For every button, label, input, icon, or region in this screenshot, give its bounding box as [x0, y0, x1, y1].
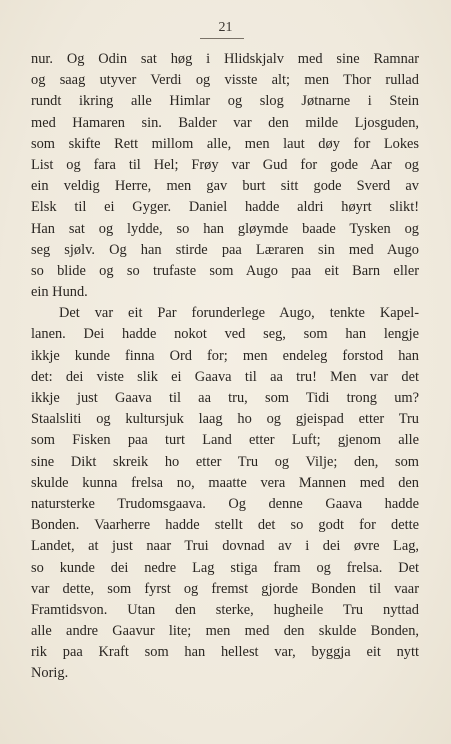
text-line: List og fara til Hel; Frøy var Gud for gode Aar og: [31, 156, 419, 173]
text-line: nur. Og Odin sat høg i Hlidskjalv med sine Ramnar: [31, 51, 419, 67]
text-line: Han sat og lydde, so han gløymde baade Tysken og: [31, 220, 419, 237]
text-line: ikkje kunde finna Ord for; men endeleg forstod han: [31, 347, 419, 364]
text-line: med Hamaren sin. Balder var den milde Ljosguden,: [31, 114, 419, 131]
text-line: so kunde dei nedre Lag stiga fram og frelsa. Det: [31, 559, 419, 576]
text-line: so blide og so trufaste som Augo paa eit Barn eller: [31, 262, 419, 279]
text-line: natursterke Trudomsgaava. Og denne Gaava hadde: [31, 495, 419, 512]
text-line: lanen. Dei hadde nokot ved seg, som han lengje: [31, 326, 419, 343]
text-line: skulde kunna frelsa no, maatte vera Mannen med den: [31, 474, 419, 491]
text-line: sine Dikt skreik ho etter Tru og Vilje; den, som: [31, 453, 419, 470]
text-line: Framtidsvon. Utan den sterke, hugheile Tru nyttad: [31, 601, 419, 618]
text-line: som Fisken paa turt Land etter Luft; gjenom alle: [31, 432, 419, 449]
text-line: Elsk til ei Gyger. Daniel hadde aldri høyrt slikt!: [31, 199, 419, 216]
text-line: alle andre Gaavur lite; men med den skulde Bonden,: [31, 623, 419, 640]
page-number: 21: [218, 20, 233, 35]
text-line: rik paa Kraft som han hellest var, byggja eit nytt: [31, 644, 419, 661]
text-line: Det var eit Par forunderlege Augo, tenkte Kapel-: [59, 305, 419, 322]
text-line: det: dei viste slik ei Gaava til aa tru! Men var det: [31, 368, 419, 385]
text-line: rundt ikring alle Himlar og slog Jøtnarne i Stein: [31, 93, 419, 110]
text-line: og saag utyver Verdi og visste alt; men Thor rullad: [31, 72, 419, 89]
text-line: seg sjølv. Og han stirde paa Læraren sin med Augo: [31, 241, 419, 258]
text-line: ein Hund.: [31, 284, 88, 301]
paragraph-2: [31, 303, 419, 684]
text-line: Landet, at just naar Trui dovnad av i dei øvre Lag,: [31, 538, 419, 555]
text-line: ikkje just Gaava til aa tru, som Tidi trong um?: [31, 390, 419, 406]
header-rule: [200, 38, 244, 39]
text-line: Bonden. Vaarherre hadde stellt det so godt for dette: [31, 517, 419, 534]
text-line: ein veldig Herre, men gav burt sitt gode Sverd av: [31, 178, 419, 195]
text-line: var dette, som fyrst og fremst gjorde Bonden til vaar: [31, 580, 419, 597]
paragraph-1: [31, 49, 419, 303]
text-line: som skifte Rett millom alle, men laut døy for Lokes: [31, 135, 419, 152]
text-line: Staalsliti og kultursjuk laag ho og gjeispad etter Tru: [31, 411, 419, 428]
text-line: Norig.: [31, 665, 69, 682]
body-text: [31, 49, 419, 685]
